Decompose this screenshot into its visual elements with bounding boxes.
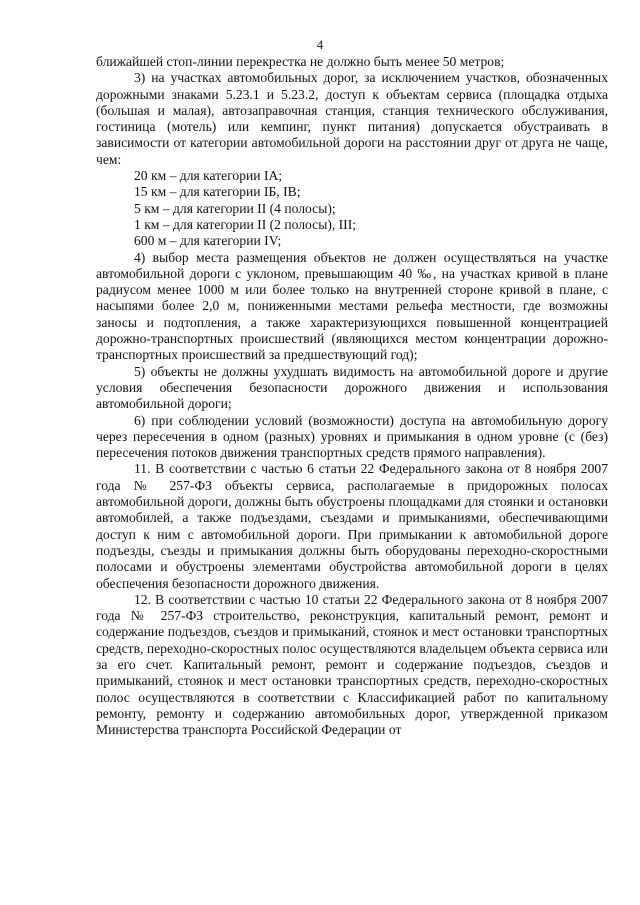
list-item-category-2-4lanes: 5 км – для категории II (4 полосы);	[134, 200, 336, 216]
paragraph-item-5: 5) объекты не должны ухудшать видимость на автомобильной дороге и другие условия обеспечения безопасности дорожного движения и использования автомобильной дороги;	[96, 363, 608, 412]
paragraph-item-3: 3) на участках автомобильных дорог, за исключением участков, обозначенных дорожными знаками 5.23.1 и 5.23.2, доступ к объектам сервиса (площадка отдыха (большая и малая), автозаправочная станция, станция технического обслуживания, гостиница (мотель) или кемпинг, пункт питания) допускается обустраивать в зависимости от категории автомобильной дороги на расстоянии друг от друга не чаще, чем:	[96, 70, 608, 167]
list-item-category-1a: 20 км – для категории IА;	[134, 168, 283, 184]
paragraph-section-11: 11. В соответствии с частью 6 статьи 22 Федерального закона от 8 ноября 2007 года № 257-ФЗ объекты сервиса, располагаемые в придорожных полосах автомобильной дороги, должны быть обустроены площадками для стоянки и остановки автомобилей, а также подъездами, съездами и примыканиями, обеспечивающими доступ к ним с автомобильной дороги. При примыкании к автомобильной дороге подъезды, съезды и примыкания должны быть оборудованы переходно-скоростными полосами и обустроены элементами обустройства автомобильной дороги в целях обеспечения безопасности дорожного движения.	[96, 461, 608, 591]
paragraph-section-12: 12. В соответствии с частью 10 статьи 22 Федерального закона от 8 ноября 2007 года № 257-ФЗ строительство, реконструкция, капитальный ремонт, ремонт и содержание подъездов, съездов и примыканий, стоянок и мест остановки транспортных средств, переходно-скоростных полос осуществляются владельцем объекта сервиса или за его счет. Капитальный ремонт, ремонт и содержание подъездов, съездов и примыканий, стоянок и мест остановки транспортных средств, переходно-скоростных полос осуществляются в соответствии с Классификацией работ по капитальному ремонту, ремонту и содержанию автомобильных дорог, утвержденной приказом Министерства транспорта Российской Федерации от	[96, 591, 608, 738]
paragraph-item-6: 6) при соблюдении условий (возможности) доступа на автомобильную дорогу через пересечения в одном (разных) уровнях и примыкания в одном уровне (с (без) пересечения потоков движения транспортных средств прямого направления).	[96, 412, 608, 461]
paragraph-continuation: ближайшей стоп-линии перекрестка не должно быть менее 50 метров;	[96, 54, 505, 69]
paragraph-item-4: 4) выбор места размещения объектов не должен осуществляться на участке автомобильной дороги с уклоном, превышающим 40 ‰, на участках кривой в плане радиусом менее 1000 м или более только на внутренней стороне кривой в плане, с насыпями более 2,0 м, пониженными местами рельефа местности, где возможны заносы и подтопления, а также характеризующихся повышенной концентрацией дорожно-транспортных происшествий (являющихся местом концентрации дорожно-транспортных происшествий за предшествующий год);	[96, 249, 608, 363]
list-item-category-4: 600 м – для категории IV;	[134, 233, 282, 249]
list-item-category-1b-1v: 15 км – для категории IБ, IВ;	[134, 184, 301, 200]
document-body	[96, 54, 608, 738]
list-item-category-2-2lanes-3: 1 км – для категории II (2 полосы), III;	[134, 216, 357, 232]
page-number: 4	[316, 37, 324, 52]
